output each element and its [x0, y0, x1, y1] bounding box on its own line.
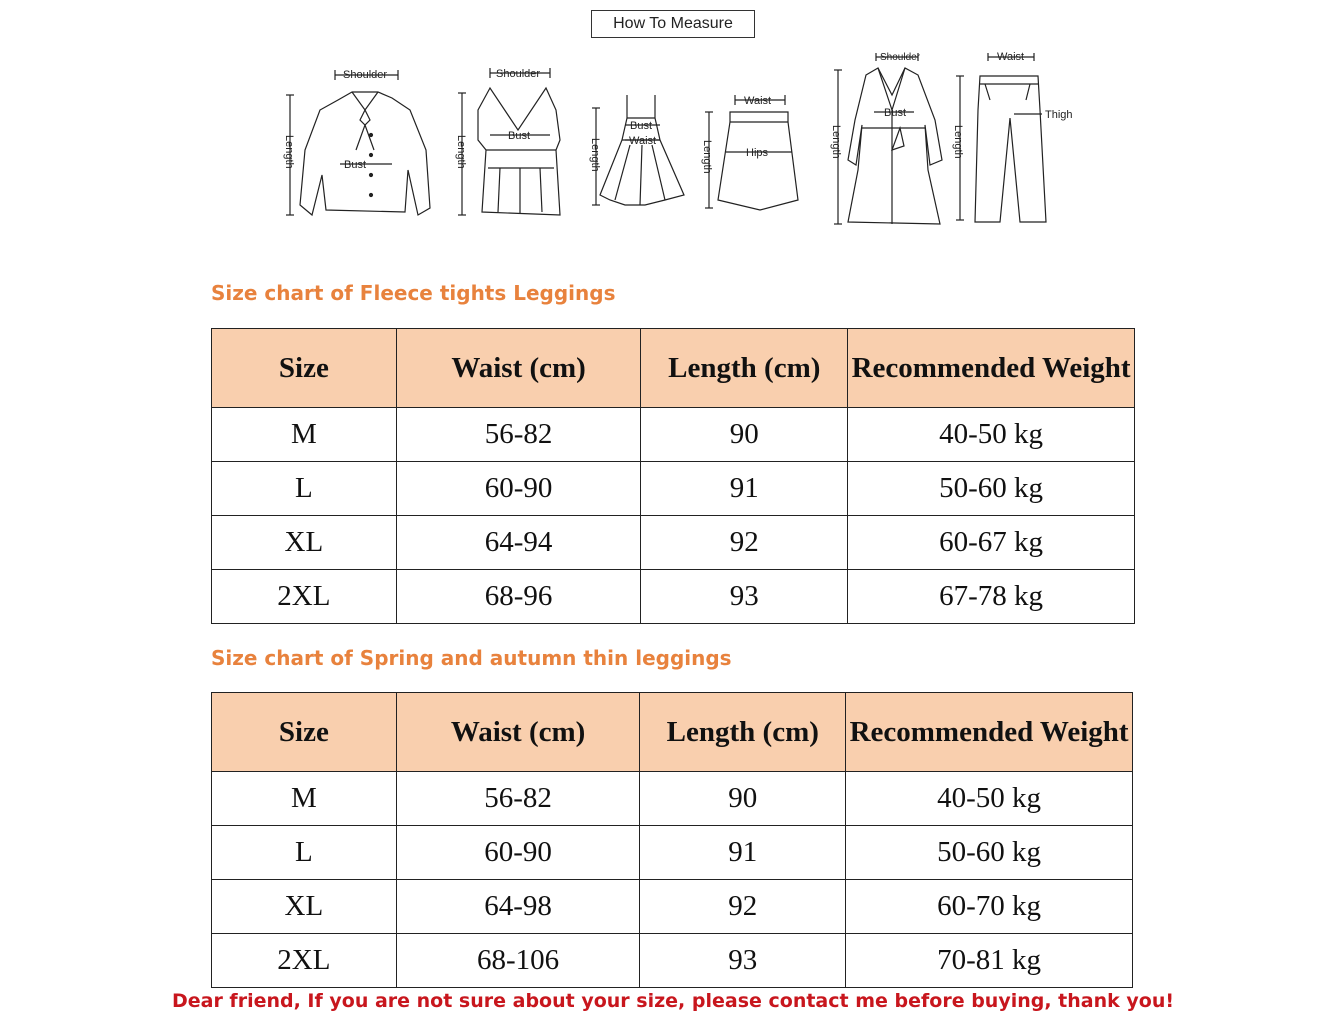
vest-shoulder-label: Shoulder	[496, 68, 541, 80]
table-cell: 60-70 kg	[846, 880, 1133, 934]
table-cell: 2XL	[212, 934, 397, 988]
table-cell: M	[212, 408, 397, 462]
skirt-waist-label: Waist	[744, 95, 772, 107]
table-cell: 50-60 kg	[846, 826, 1133, 880]
vest-length-label: Length	[455, 135, 467, 169]
table-cell: 60-90	[396, 462, 641, 516]
table-cell: 50-60 kg	[848, 462, 1135, 516]
measurement-figures	[0, 40, 1324, 240]
table-header-row	[212, 329, 1135, 408]
table-cell: 91	[641, 462, 848, 516]
column-header: Recommended Weight	[846, 693, 1133, 772]
table-cell: 64-94	[396, 516, 641, 570]
table-cell: 60-90	[396, 826, 640, 880]
table-cell: 40-50 kg	[846, 772, 1133, 826]
table-cell: 56-82	[396, 408, 641, 462]
column-header: Length (cm)	[641, 329, 848, 408]
dress-waist-label: Waist	[629, 135, 657, 147]
table-cell: M	[212, 772, 397, 826]
table-cell: L	[212, 826, 397, 880]
skirt-hips-label: Hips	[746, 147, 769, 159]
table-cell: 40-50 kg	[848, 408, 1135, 462]
footer-note: Dear friend, If you are not sure about your size, please contact me before buying, thank you!	[171, 990, 1175, 1012]
table-row	[212, 462, 1135, 516]
table-cell: 90	[641, 408, 848, 462]
table-row	[212, 772, 1133, 826]
table-row	[212, 880, 1133, 934]
coat-length-label: Length	[830, 125, 842, 159]
vest-bust-label: Bust	[508, 130, 531, 142]
table-cell: 93	[641, 570, 848, 624]
table-cell: 68-106	[396, 934, 640, 988]
jacket-shoulder-label: Shoulder	[343, 69, 388, 81]
table-cell: 93	[640, 934, 846, 988]
dress-length-label: Length	[589, 138, 601, 172]
column-header: Size	[212, 329, 397, 408]
jacket-length-label: Length	[283, 135, 295, 169]
table-cell: 70-81 kg	[846, 934, 1133, 988]
table-cell: 67-78 kg	[848, 570, 1135, 624]
table-row	[212, 934, 1133, 988]
table-cell: 64-98	[396, 880, 640, 934]
table-cell: 56-82	[396, 772, 640, 826]
how-to-measure-label: How To Measure	[591, 10, 755, 38]
table-row	[212, 408, 1135, 462]
table-row	[212, 826, 1133, 880]
pants-figure	[956, 53, 1046, 222]
table-cell: 68-96	[396, 570, 641, 624]
table2-title: Size chart of Spring and autumn thin leggings	[211, 646, 732, 670]
column-header: Recommended Weight	[848, 329, 1135, 408]
skirt-length-label: Length	[701, 140, 713, 174]
table-cell: XL	[212, 516, 397, 570]
table-row	[212, 516, 1135, 570]
jacket-bust-label: Bust	[344, 159, 367, 171]
table-cell: 91	[640, 826, 846, 880]
column-header: Size	[212, 693, 397, 772]
dress-figure	[592, 95, 684, 205]
column-header: Waist (cm)	[396, 329, 641, 408]
table-cell: 90	[640, 772, 846, 826]
table-cell: 92	[641, 516, 848, 570]
table-cell: 92	[640, 880, 846, 934]
fleece-size-table	[211, 328, 1135, 624]
table-header-row	[212, 693, 1133, 772]
table-row	[212, 570, 1135, 624]
table-cell: XL	[212, 880, 397, 934]
coat-shoulder-label: Shoulder	[880, 52, 921, 63]
dress-bust-label: Bust	[630, 120, 653, 132]
pants-thigh-label: Thigh	[1045, 109, 1073, 121]
column-header: Length (cm)	[640, 693, 846, 772]
pants-length-label: Length	[952, 125, 964, 159]
table1-title: Size chart of Fleece tights Leggings	[211, 281, 616, 305]
coat-figure	[834, 53, 942, 224]
table-cell: 60-67 kg	[848, 516, 1135, 570]
table-cell: L	[212, 462, 397, 516]
coat-bust-label: Bust	[884, 107, 907, 119]
spring-autumn-size-table	[211, 692, 1133, 988]
jacket-figure	[286, 70, 430, 215]
table-cell: 2XL	[212, 570, 397, 624]
pants-waist-label: Waist	[997, 51, 1025, 63]
column-header: Waist (cm)	[396, 693, 640, 772]
